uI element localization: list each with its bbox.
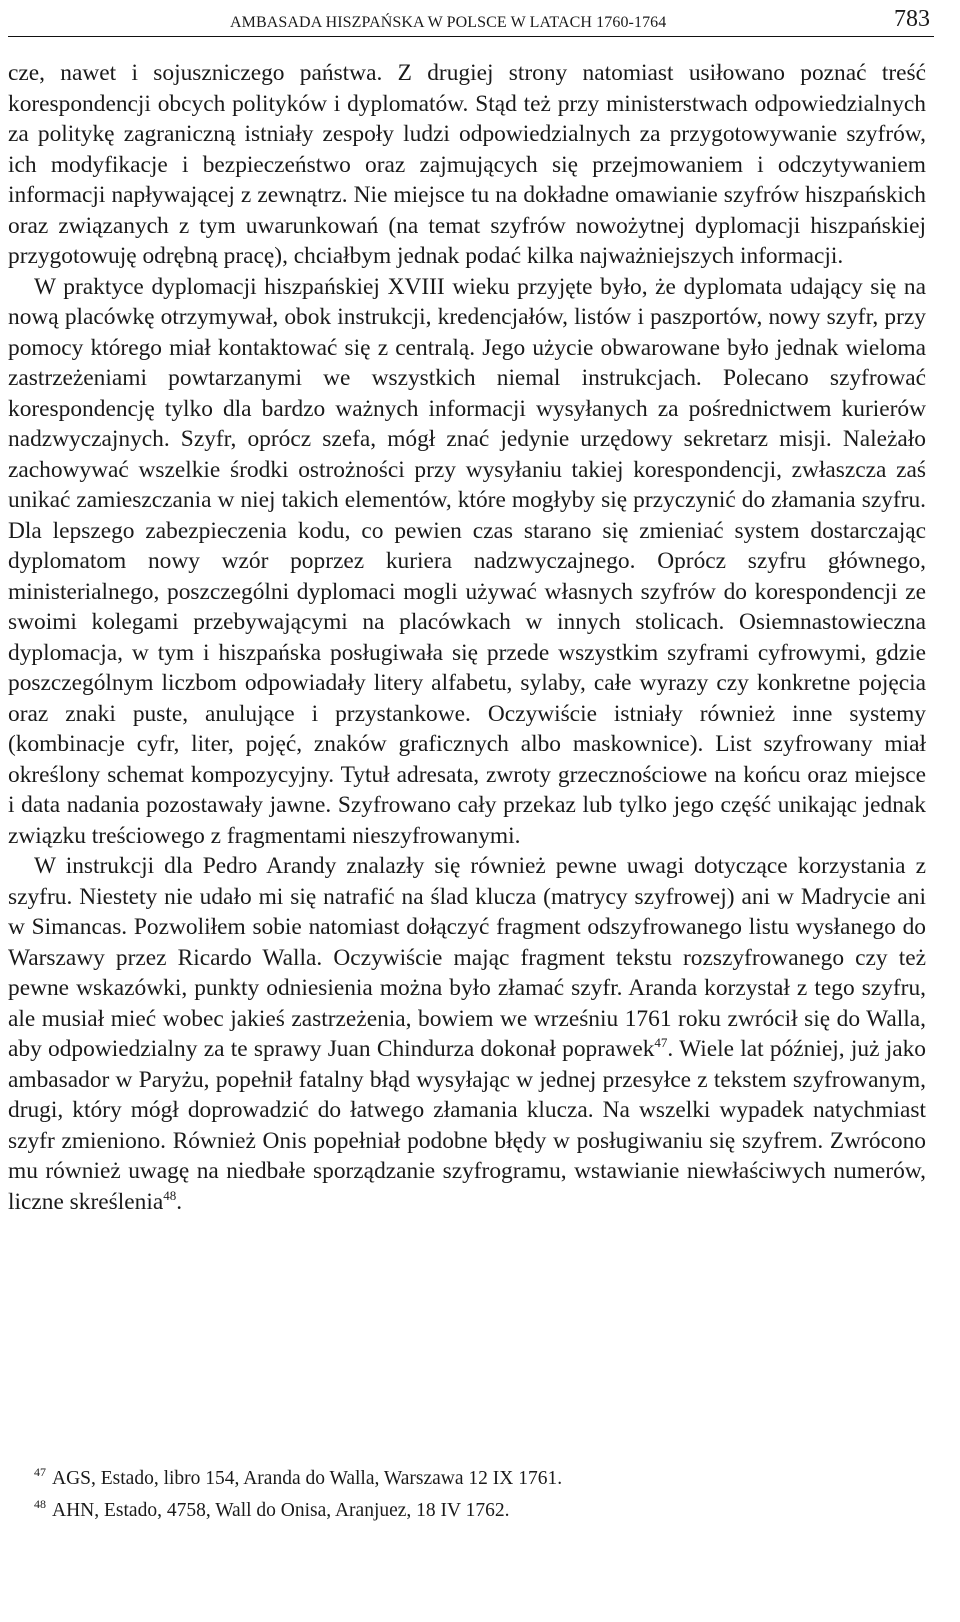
footnote-reference: 48 [163,1187,177,1203]
paragraph-text: . [176,1188,183,1215]
paragraph [8,272,926,852]
footnote-number: 47 [34,1465,46,1479]
paragraph-text: W praktyce dyplomacji hiszpańskiej XVIII wieku przyjęte było, że dyplomata udający się na nową placówkę otrzymywał, obok instrukcji, kredencjałów, listów i paszportów, nowy szyfr, przy pomocy którego miał kontaktować się z centralą. Jego użycie obwarowane było jednak wieloma zastrzeżeniami powtarzanymi we wszystkich niemal instrukcjach. Polecano szyfrować korespondencję tylko dla bardzo ważnych informacji wysyłanych za pośrednictwem kurierów nadzwyczajnych. Szyfr, oprócz szefa, mógł znać jedynie urzędowy sekretarz misji. Należało zachowywać wszelkie środki ostrożności przy wysyłaniu takiej korespondencji, zwłaszcza zaś unikać zamieszczania w niej takich elementów, które mogłyby się przyczynić do złamania szyfru. Dla lepszego zabezpieczenia kodu, co pewien czas starano się zmieniać system dostarczając dyplomatom nowy wzór poprzez kuriera nadzwyczajnego. Oprócz szyfru głównego, ministerialnego, poszczególni dyplomaci mogli używać własnych szyfrów do korespondencji ze swoimi kolegami przebywającymi na placówkach w innych stolicach. Osiemnastowieczna dyplomacja, w tym i hiszpańska posługiwała się przede wszystkim szyframi cyfrowymi, gdzie poszczególnym liczbom odpowiadały litery alfabetu, sylaby, całe wyrazy czy konkretne pojęcia oraz znaki puste, anulujące i przystankowe. Oczywiście istniały również inne systemy (kombinacje cyfr, liter, pojęć, znaków graficznych albo maskownice). List szyfrowany miał określony schemat kompozycyjny. Tytuł adresata, zwroty grzecznościowe na końcu oraz miejsce i data nadania pozostawały jawne. Szyfrowano cały przekaz lub tylko jego część unikając jednak związku treściowego z fragmentami nieszyfrowanymi. [8,273,926,849]
body-text [8,58,926,1217]
footnote-reference: 47 [654,1035,668,1050]
running-header [8,6,934,37]
paragraph-text: . Wiele lat później, już jako ambasador w Paryżu, popełnił fatalny błąd wysyłając w jednej przesyłce z tekstem szyfrowanym, drugi, który mógł doprowadzić do łatwego złamania klucza. Na wszelki wypadek natychmiast szyfr zmieniono. Również Onis popełniał podobne błędy w posługiwaniu się szyfrem. Zwrócono mu również uwagę na niedbałe sporządzanie szyfrogramu, wstawianie niewłaściwych numerów, liczne skreślenia [8,1036,926,1215]
footnote-number: 48 [34,1497,46,1511]
footnote-text: AHN, Estado, 4758, Wall do Onisa, Aranjuez, 18 IV 1762. [52,1500,510,1521]
footnote [34,1498,914,1524]
paragraph-text: W instrukcji dla Pedro Arandy znalazły się również pewne uwagi dotyczące korzystania z szyfru. Niestety nie udało mi się natrafić na ślad klucza (matrycy szyfrowej) ani w Madrycie ani w Simancas. Pozwoliłem sobie natomiast dołączyć fragment odszyfrowanego listu wysłanego do Warszawy przez Ricardo Walla. Oczywiście mając fragment tekstu rozszyfrowanego czy też pewne wskazówki, punkty odniesienia można było złamać szyfr. Aranda korzystał z tego szyfru, ale musiał mieć wobec jakieś zastrzeżenia, bowiem we wrześniu 1761 roku zwrócił się do Walla, aby odpowiedzialny za te sprawy Juan Chindurza dokonał poprawek [8,853,926,1062]
footnote [34,1466,914,1492]
page-number: 783 [894,6,930,32]
paragraph [8,58,926,272]
paragraph [8,851,926,1217]
footnotes [34,1466,914,1530]
running-title: AMBASADA HISZPAŃSKA W POLSCE W LATACH 1760-1764 [230,14,667,31]
paragraph-text: cze, nawet i sojuszniczego państwa. Z drugiej strony natomiast usiłowano poznać treść korespondencji obcych polityków i dyplomatów. Stąd też przy ministerstwach odpowiedzialnych za politykę zagraniczną istniały zespoły ludzi odpowiedzialnych za przygotowywanie szyfrów, ich modyfikacje i bezpieczeństwo oraz zajmujących się przejmowaniem i odczytywaniem informacji napływającej z zewnątrz. Nie miejsce tu na dokładne omawianie szyfrów hiszpańskich oraz związanych z tym uwarunkowań (na temat szyfrów nowożytnej dyplomacji hiszpańskiej przygotowuję odrębną pracę), chciałbym jednak podać kilka najważniejszych informacji. [8,60,926,269]
footnote-text: AGS, Estado, libro 154, Aranda do Walla, Warszawa 12 IX 1761. [52,1468,563,1489]
